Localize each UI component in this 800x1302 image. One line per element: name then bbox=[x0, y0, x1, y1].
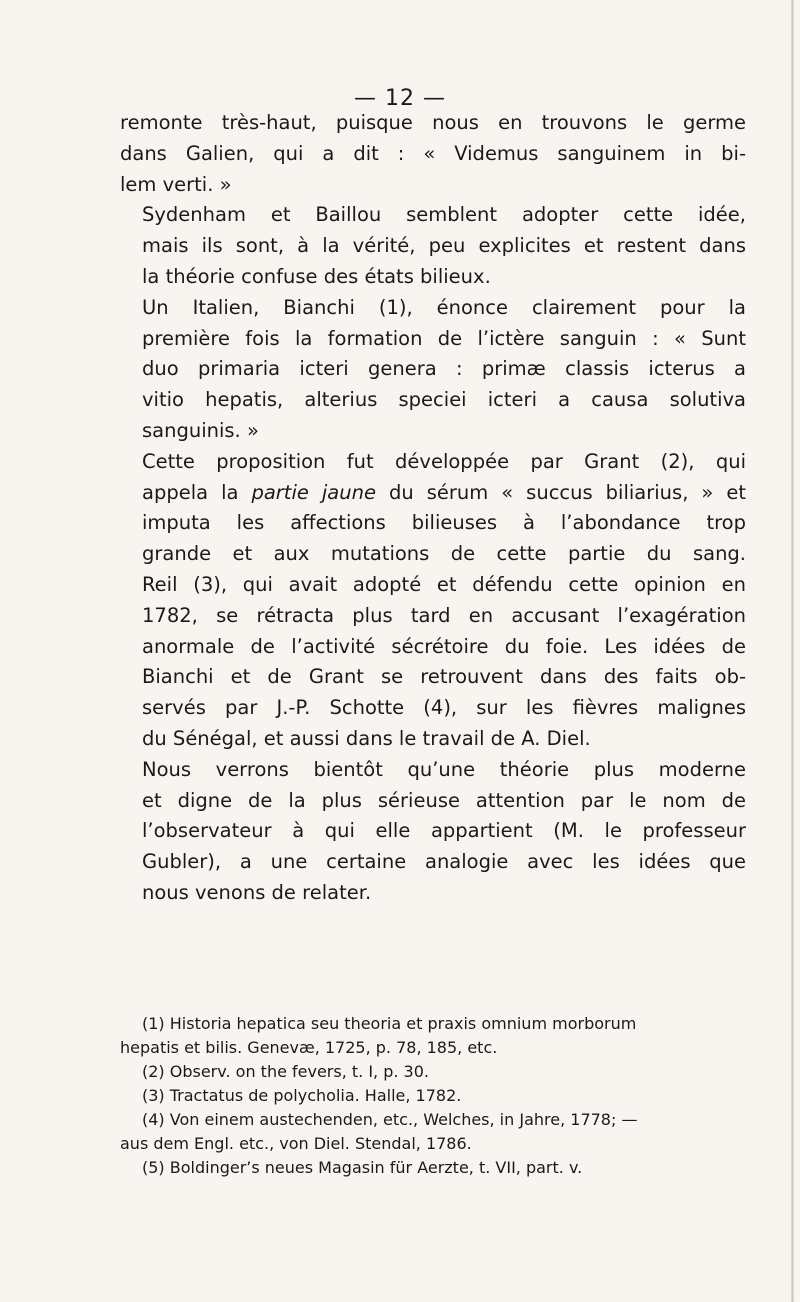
paragraph bbox=[120, 293, 746, 447]
text-line: nous venons de relater. bbox=[142, 880, 372, 904]
text-line: la théorie confuse des états bilieux. bbox=[142, 264, 491, 288]
footnotes bbox=[120, 1012, 760, 1180]
paragraph bbox=[120, 755, 746, 909]
paragraph bbox=[120, 108, 746, 200]
text-line: Gubler), a une certaine analogie avec les idées que bbox=[142, 850, 746, 874]
text-line: dans Galien, qui a dit : « Videmus sanguinem in bi- bbox=[120, 141, 746, 165]
page-edge-shadow bbox=[791, 0, 794, 1302]
footnote-line: (3) Tractatus de polycholia. Halle, 1782. bbox=[142, 1086, 462, 1105]
footnote-line: hepatis et bilis. Genevæ, 1725, p. 78, 185, etc. bbox=[120, 1038, 498, 1057]
text-line: 1782, se rétracta plus tard en accusant l’exagération bbox=[142, 603, 746, 627]
footnote-line: (1) Historia hepatica seu theoria et praxis omnium morborum bbox=[142, 1014, 637, 1033]
text-line: Nous verrons bientôt qu’une théorie plus moderne bbox=[142, 757, 746, 781]
text-line: servés par J.-P. Schotte (4), sur les fièvres malignes bbox=[142, 696, 746, 720]
text-line: mais ils sont, à la vérité, peu explicites et restent dans bbox=[142, 234, 746, 258]
text-line: grande et aux mutations de cette partie du sang. bbox=[142, 542, 746, 566]
text-line: et digne de la plus sérieuse attention par le nom de bbox=[142, 788, 746, 812]
paragraph bbox=[120, 447, 746, 755]
text-line: du Sénégal, et aussi dans le travail de A. Diel. bbox=[142, 726, 591, 750]
text-line: anormale de l’activité sécrétoire du foie. Les idées de bbox=[142, 634, 746, 658]
text-run: appela la bbox=[142, 480, 252, 504]
text-line: imputa les affections bilieuses à l’abondance trop bbox=[142, 511, 746, 535]
text-line: première fois la formation de l’ictère sanguin : « Sunt bbox=[142, 326, 746, 350]
body-text bbox=[120, 108, 746, 909]
text-line: Un Italien, Bianchi (1), énonce clairement pour la bbox=[142, 295, 746, 319]
text-line: vitio hepatis, alterius speciei icteri a causa solutiva bbox=[142, 388, 746, 412]
text-line: duo primaria icteri genera : primæ classis icterus a bbox=[142, 357, 746, 381]
text-line: sanguinis. » bbox=[142, 418, 259, 442]
footnote-line: (5) Boldinger’s neues Magasin für Aerzte, t. VII, part. v. bbox=[142, 1158, 583, 1177]
text-run: du sérum « succus biliarius, » et bbox=[375, 480, 746, 504]
italic-text-run: partie jaune bbox=[251, 480, 376, 504]
text-line: Bianchi et de Grant se retrouvent dans des faits ob- bbox=[142, 665, 746, 689]
text-line: Sydenham et Baillou semblent adopter cette idée, bbox=[142, 203, 746, 227]
text-line: remonte très-haut, puisque nous en trouvons le germe bbox=[120, 111, 746, 134]
text-line bbox=[120, 478, 746, 509]
text-line: l’observateur à qui elle appartient (M. le professeur bbox=[142, 819, 746, 843]
text-line: lem verti. » bbox=[120, 172, 232, 196]
footnote-line: (4) Von einem austechenden, etc., Welches, in Jahre, 1778; — bbox=[142, 1110, 638, 1129]
text-line: Reil (3), qui avait adopté et défendu cette opinion en bbox=[142, 572, 746, 596]
text-line: Cette proposition fut développée par Grant (2), qui bbox=[142, 449, 746, 473]
footnote-line: (2) Observ. on the fevers, t. I, p. 30. bbox=[142, 1062, 429, 1081]
page-number: — 12 — bbox=[354, 86, 446, 111]
paragraph bbox=[120, 200, 746, 292]
footnote-line: aus dem Engl. etc., von Diel. Stendal, 1786. bbox=[120, 1134, 472, 1153]
